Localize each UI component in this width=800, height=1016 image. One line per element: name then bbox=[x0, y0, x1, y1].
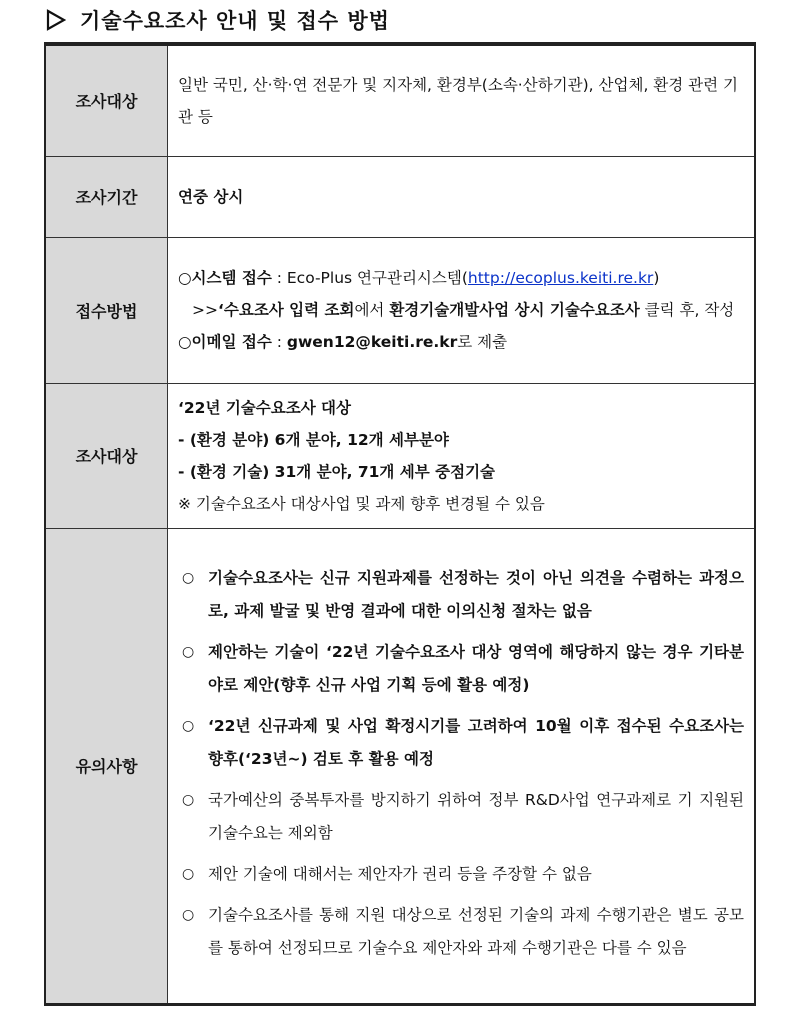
email-address[interactable]: gwen12@keiti.re.kr bbox=[286, 333, 458, 351]
bullet-circle: ○ bbox=[182, 718, 195, 734]
content-period: 연중 상시 bbox=[168, 156, 756, 237]
row-notes bbox=[45, 528, 755, 1004]
system-close: ) bbox=[653, 269, 660, 287]
bullet-circle: ○ bbox=[182, 907, 195, 923]
method-system-line bbox=[178, 262, 744, 294]
bullet-circle: ○ bbox=[182, 866, 195, 882]
scope-line-3: - (환경 기술) 31개 분야, 71개 세부 중점기술 bbox=[178, 462, 496, 481]
bullet-circle: ○ bbox=[182, 570, 195, 586]
scope-note: ※ 기술수요조사 대상사업 및 과제 향후 변경될 수 있음 bbox=[178, 494, 545, 513]
system-url-link[interactable]: http://ecoplus.keiti.re.kr bbox=[467, 269, 654, 287]
content-target: 일반 국민, 산·학·연 전문가 및 지자체, 환경부(소속·산하기관), 산업체, 환경 관련 기관 등 bbox=[168, 45, 756, 156]
row-scope bbox=[45, 383, 755, 528]
bullet-circle: ○ bbox=[182, 644, 195, 660]
note-item bbox=[178, 562, 744, 628]
note-text: ‘22년 신규과제 및 사업 확정시기를 고려하여 10월 이후 접수된 수요조사는 향후(‘23년~) 검토 후 활용 예정 bbox=[208, 717, 744, 768]
path-suffix: 클릭 후, 작성 bbox=[639, 301, 735, 319]
note-text: 제안하는 기술이 ‘22년 기술수요조사 대상 영역에 해당하지 않는 경우 기타분야로 제안(향후 신규 사업 기획 등에 활용 예정) bbox=[208, 643, 744, 694]
bullet-circle: ○ bbox=[178, 333, 192, 351]
content-notes bbox=[168, 528, 756, 1004]
title-text: 기술수요조사 안내 및 접수 방법 bbox=[80, 9, 390, 33]
info-table bbox=[44, 44, 756, 1006]
system-label: 시스템 접수 bbox=[191, 269, 272, 287]
email-sep: : bbox=[271, 333, 287, 351]
label-scope: 조사대상 bbox=[45, 383, 168, 528]
note-text: 국가예산의 중복투자를 방지하기 위하여 정부 R&D사업 연구과제로 기 지원된 기술수요는 제외함 bbox=[208, 791, 744, 842]
scope-line-2: - (환경 분야) 6개 분야, 12개 세부분야 bbox=[178, 430, 449, 449]
email-label: 이메일 접수 bbox=[191, 333, 272, 351]
note-item bbox=[178, 899, 744, 965]
section-title bbox=[46, 6, 390, 34]
bullet-circle: ○ bbox=[182, 792, 195, 808]
bullet-circle: ○ bbox=[178, 269, 192, 287]
note-item bbox=[178, 636, 744, 702]
method-email-line bbox=[178, 326, 744, 358]
content-scope bbox=[168, 383, 756, 528]
note-item bbox=[178, 858, 744, 891]
row-period bbox=[45, 156, 755, 237]
note-text: 기술수요조사를 통해 지원 대상으로 선정된 기술의 과제 수행기관은 별도 공모를 통하여 선정되므로 기술수요 제안자와 과제 수행기관은 다를 수 있음 bbox=[208, 906, 744, 957]
note-item bbox=[178, 784, 744, 850]
path-program: 환경기술개발사업 상시 기술수요조사 bbox=[389, 301, 640, 319]
path-prefix: >> bbox=[192, 301, 218, 319]
triangle-right-icon bbox=[46, 9, 66, 31]
row-method bbox=[45, 237, 755, 383]
method-path-line bbox=[178, 294, 744, 326]
path-menu: ‘수요조사 입력 조회 bbox=[217, 301, 355, 319]
system-sep: : Eco-Plus 연구관리시스템( bbox=[271, 269, 468, 287]
notes-list bbox=[178, 562, 744, 965]
note-text: 제안 기술에 대해서는 제안자가 권리 등을 주장할 수 없음 bbox=[208, 865, 592, 883]
email-suffix: 로 제출 bbox=[457, 333, 508, 351]
label-method: 접수방법 bbox=[45, 237, 168, 383]
note-item bbox=[178, 710, 744, 776]
path-mid: 에서 bbox=[354, 301, 390, 319]
label-period: 조사기간 bbox=[45, 156, 168, 237]
note-text: 기술수요조사는 신규 지원과제를 선정하는 것이 아닌 의견을 수렴하는 과정으로, 과제 발굴 및 반영 결과에 대한 이의신청 절차는 없음 bbox=[208, 569, 744, 620]
scope-line-1: ‘22년 기술수요조사 대상 bbox=[178, 398, 352, 417]
label-target: 조사대상 bbox=[45, 45, 168, 156]
row-target bbox=[45, 45, 755, 156]
content-method bbox=[168, 237, 756, 383]
label-notes: 유의사항 bbox=[45, 528, 168, 1004]
